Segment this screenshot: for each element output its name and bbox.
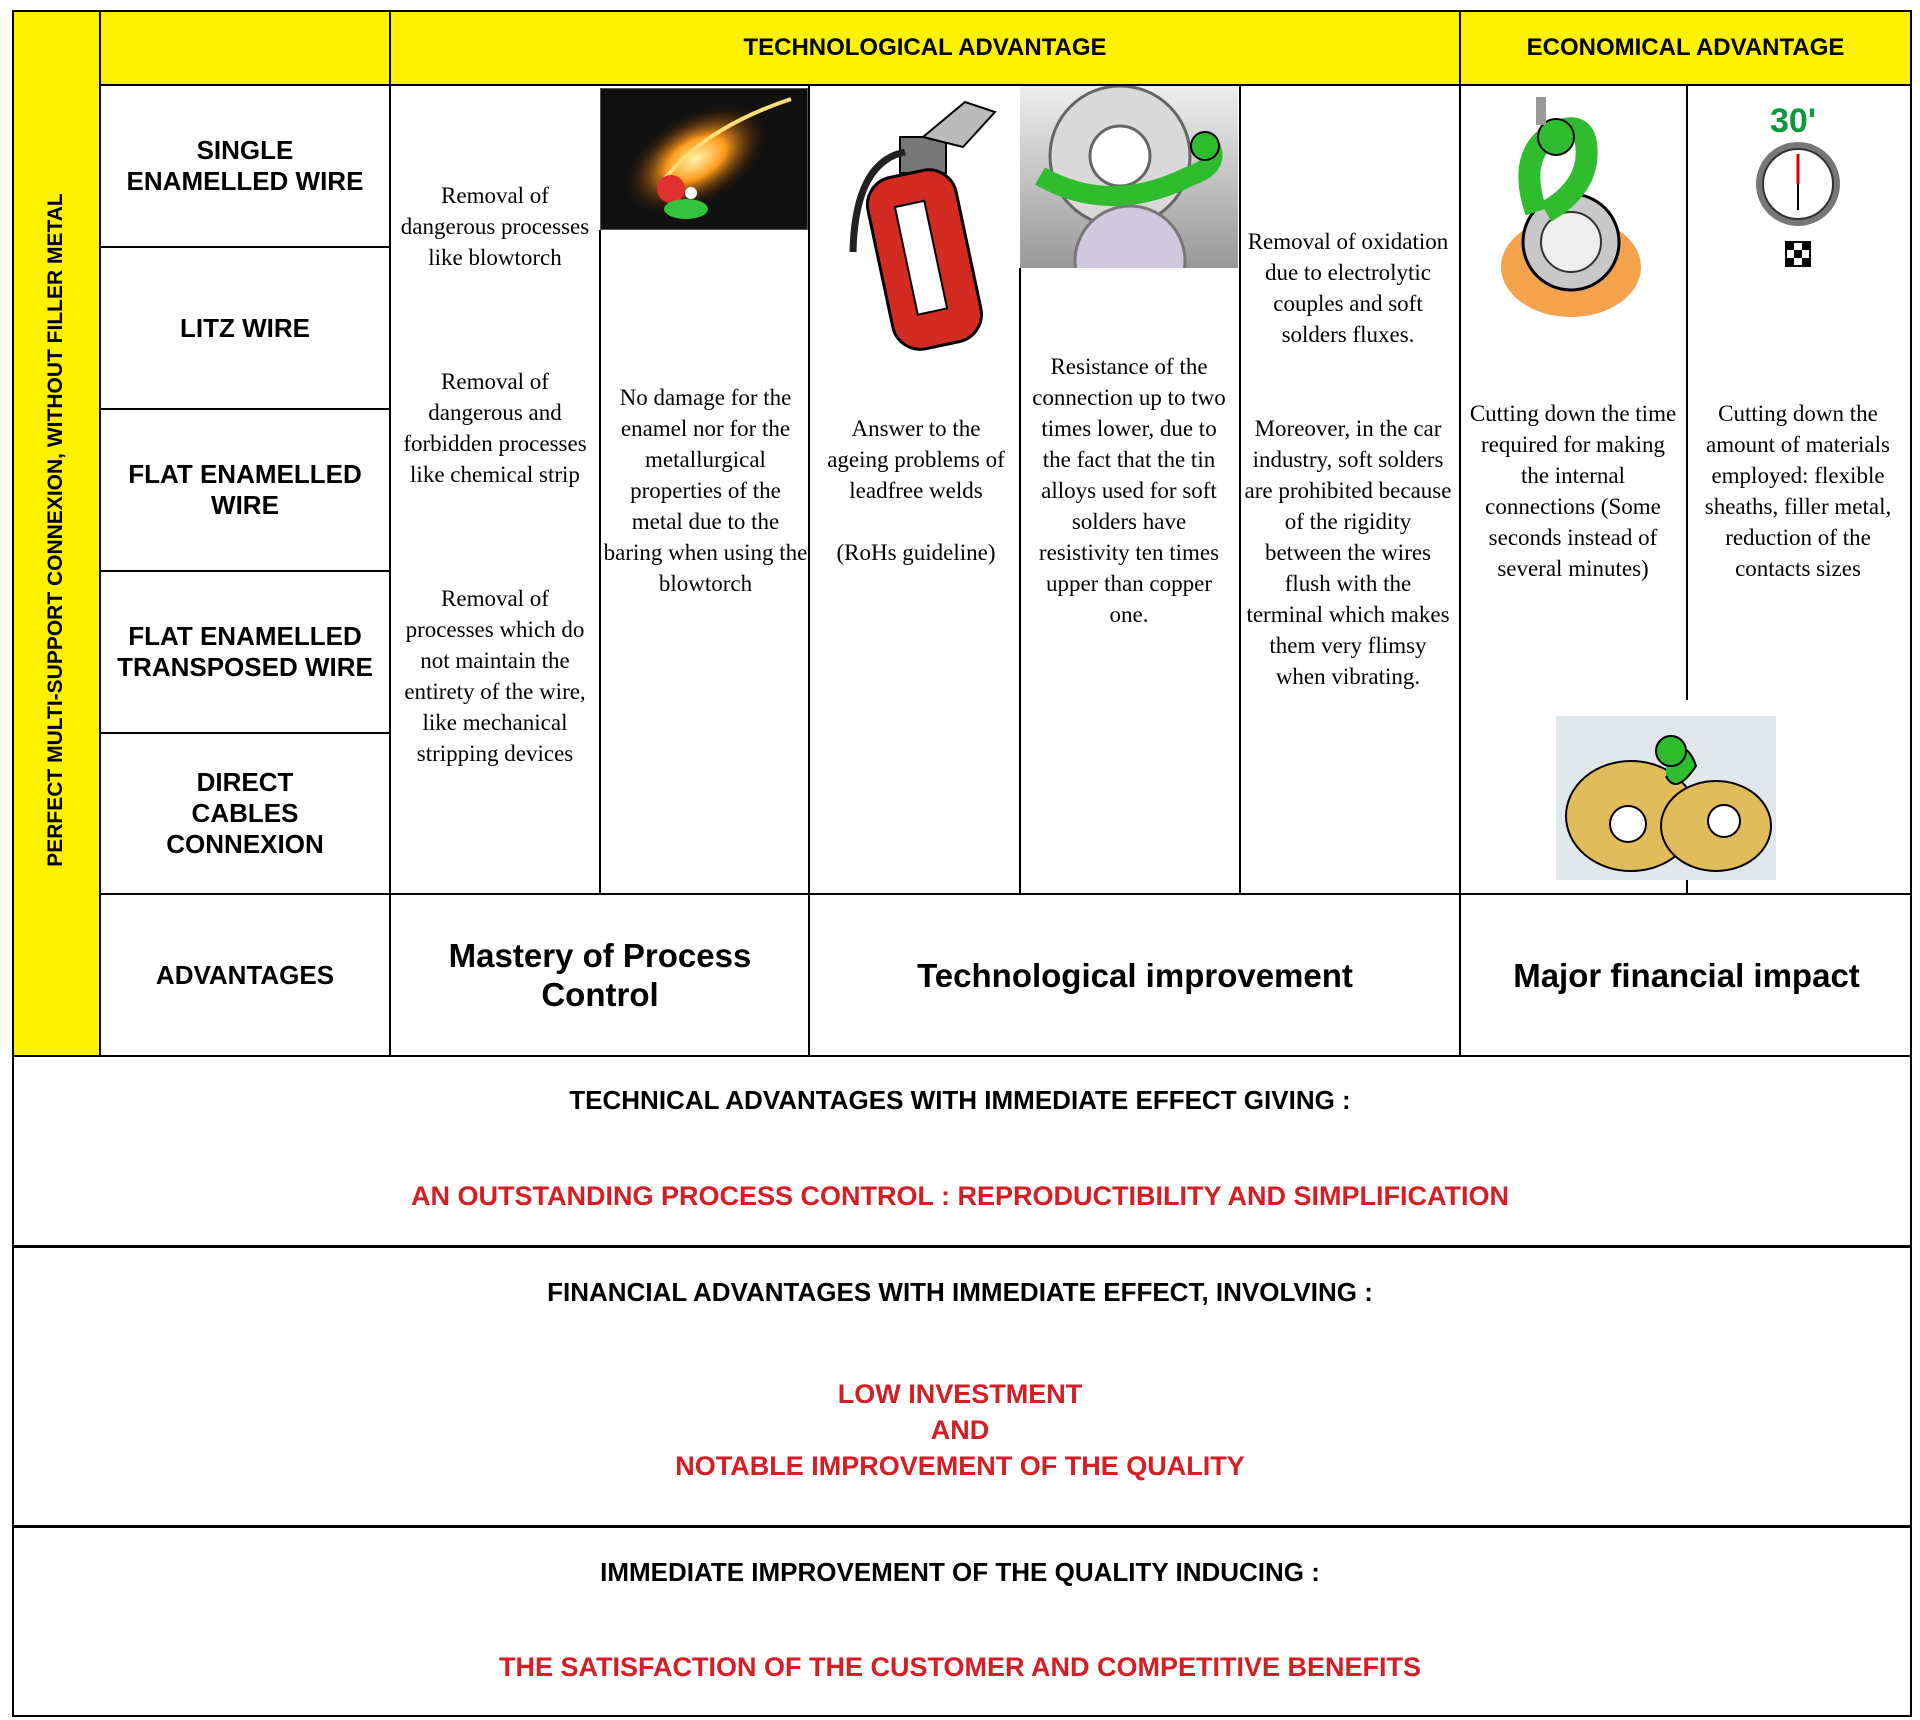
row-label-flat-enamelled: FLAT ENAMELLED WIRE [128, 459, 362, 520]
row-label-direct-cables: DIRECT CABLES CONNEXION [166, 766, 324, 859]
money-bags-mascot-image [1556, 716, 1776, 880]
fire-extinguisher-image [835, 92, 1010, 362]
text-materials-cut: Cutting down the amount of materials employed: flexible sheaths, filler metal, reduction of the contacts sizes [1704, 401, 1892, 581]
technical-advantages-title: TECHNICAL ADVANTAGES WITH IMMEDIATE EFFECT GIVING : [569, 1085, 1351, 1115]
header-technological: TECHNOLOGICAL ADVANTAGE [743, 33, 1107, 61]
text-time-cut: Cutting down the time required for making the internal connections (Some seconds instead of several minutes) [1469, 401, 1677, 581]
text-removal-chemical: Removal of dangerous and forbidden processes like chemical strip [403, 369, 587, 487]
header-economical: ECONOMICAL ADVANTAGE [1526, 33, 1845, 61]
text-rohs: (RoHs guideline) [836, 540, 996, 565]
advantage-financial-impact: Major financial impact [1513, 956, 1860, 994]
text-removal-blowtorch: Removal of dangerous processes like blowtorch [400, 183, 590, 270]
side-label: PERFECT MULTI-SUPPORT CONNEXION, WITHOUT FILLER METAL [44, 193, 67, 867]
row-label-flat-transposed: FLAT ENAMELLED TRANSPOSED WIRE [117, 621, 373, 682]
technical-advantages-red: AN OUTSTANDING PROCESS CONTROL : REPRODUCTIBILITY AND SIMPLIFICATION [410, 1181, 1509, 1211]
clock-label: 30' [1770, 102, 1816, 140]
row-label-advantages: ADVANTAGES [155, 959, 335, 990]
quality-title: IMMEDIATE IMPROVEMENT OF THE QUALITY INDUCING : [600, 1557, 1320, 1587]
text-ageing: Answer to the ageing problems of leadfree welds [827, 416, 1005, 503]
text-resistance: Resistance of the connection up to two times lower, due to the fact that the tin alloys used for soft solders have resistivity ten times upper than copper one. [1032, 354, 1226, 627]
gear-mascot-image [1020, 86, 1238, 268]
financial-and: AND [930, 1415, 990, 1445]
financial-low-investment: LOW INVESTMENT [837, 1379, 1083, 1409]
advantage-process-control: Mastery of Process Control [448, 937, 752, 1013]
quality-red: THE SATISFACTION OF THE CUSTOMER AND COMPETITIVE BENEFITS [498, 1652, 1422, 1682]
text-car-industry: Moreover, in the car industry, soft solders are prohibited because of the rigidity between the wires flush with the terminal which makes them very flimsy when vibrating. [1244, 416, 1452, 689]
row-label-single-enamelled: SINGLE ENAMELLED WIRE [126, 135, 364, 196]
financial-quality: NOTABLE IMPROVEMENT OF THE QUALITY [675, 1451, 1245, 1481]
text-no-damage: No damage for the enamel nor for the metallurgical properties of the metal due to the baring when using the blowtorch [603, 385, 808, 596]
clock-icon [1748, 140, 1848, 280]
text-removal-mechanical: Removal of processes which do not maintain the entirety of the wire, like mechanical stripping devices [404, 586, 586, 766]
row-label-litz: LITZ WIRE [180, 312, 310, 343]
advantage-tech-improvement: Technological improvement [917, 956, 1353, 994]
stopwatch-mascot-image [1496, 92, 1646, 328]
financial-advantages-title: FINANCIAL ADVANTAGES WITH IMMEDIATE EFFECT, INVOLVING : [547, 1277, 1373, 1307]
blowtorch-image [600, 88, 808, 230]
text-oxidation: Removal of oxidation due to electrolytic couples and soft solders fluxes. [1247, 229, 1449, 347]
